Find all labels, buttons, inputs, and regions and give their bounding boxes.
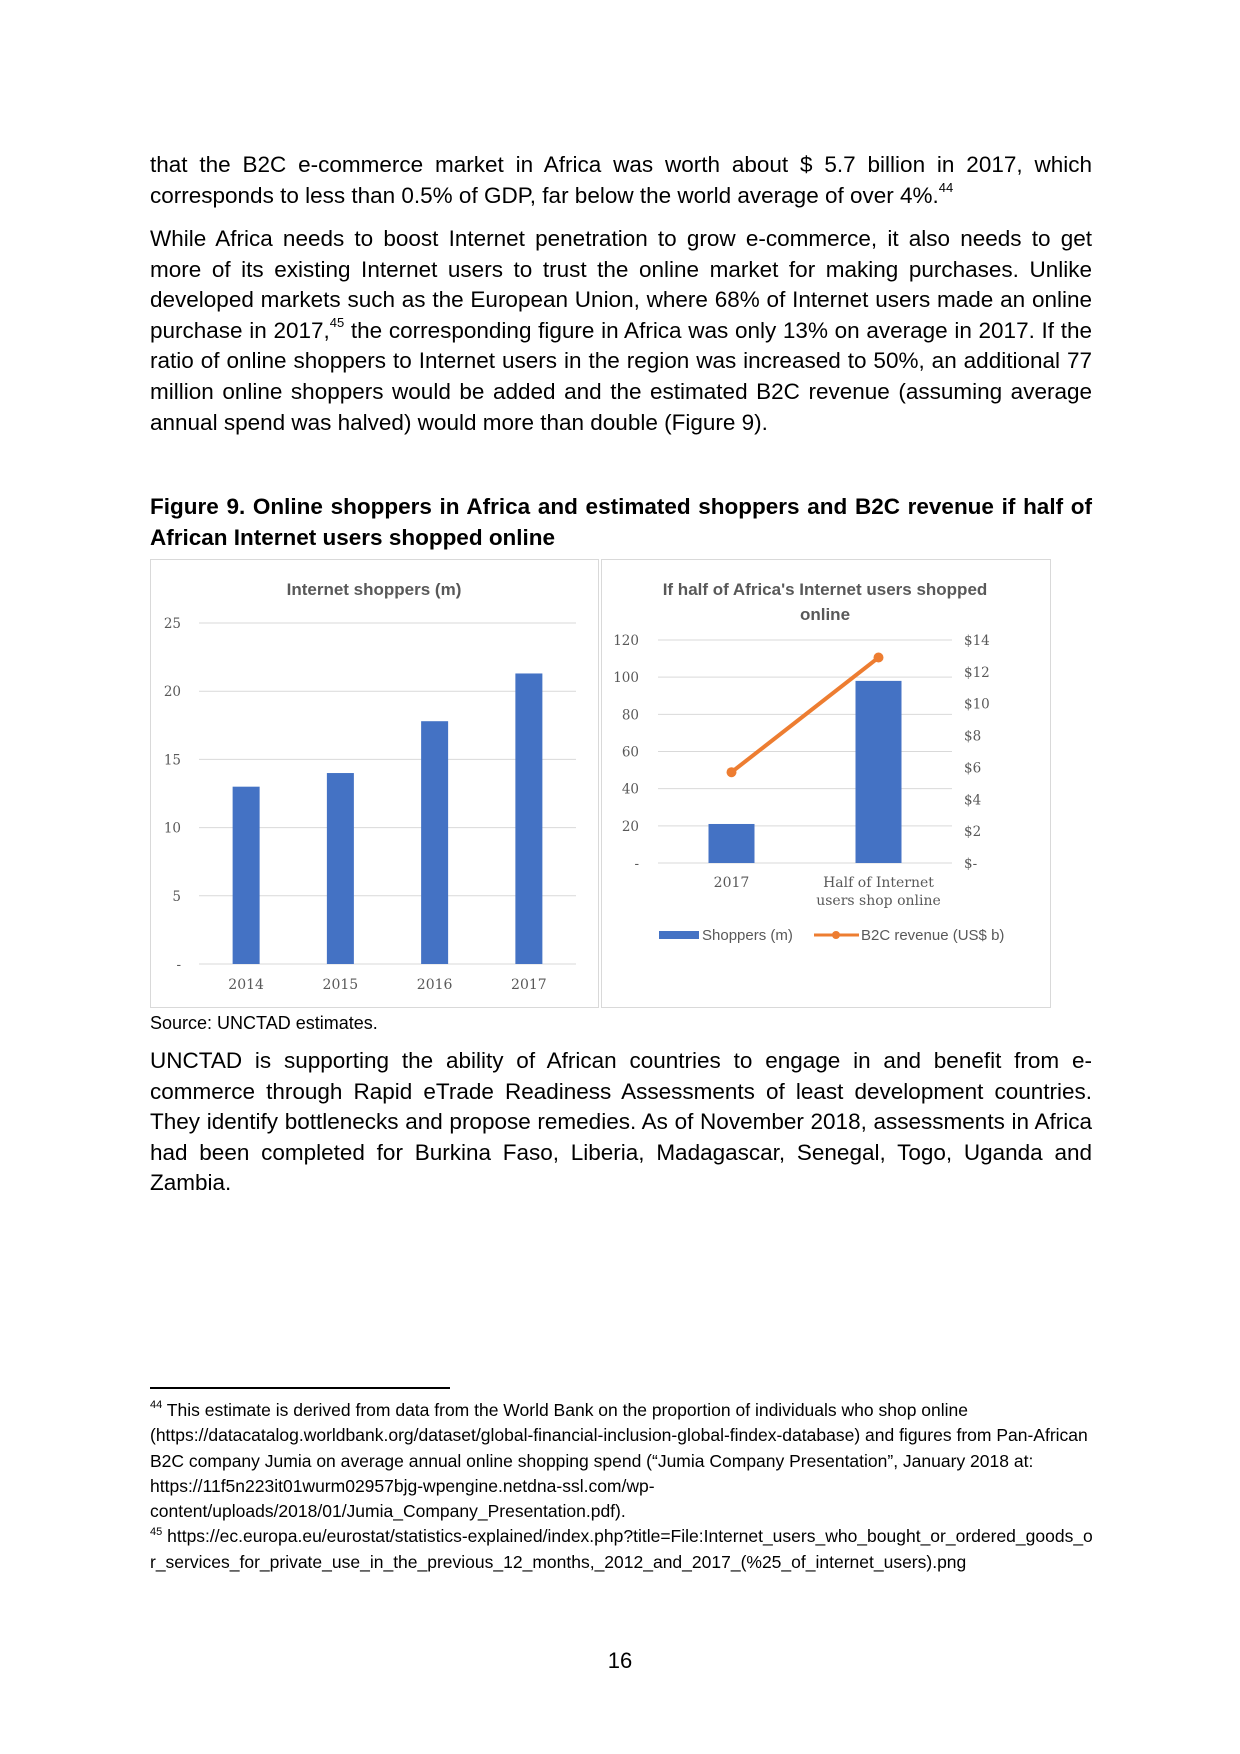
footnote-separator — [150, 1387, 450, 1389]
legend-label-shoppers: Shoppers (m) — [702, 927, 793, 944]
y-tick-label: 10 — [163, 820, 181, 837]
chart-title: Internet shoppers (m) — [286, 580, 462, 599]
footnote-ref-44[interactable]: 44 — [938, 180, 954, 196]
y-left-tick-label: 40 — [621, 781, 639, 798]
x-tick-label: 2014 — [228, 977, 264, 993]
y-tick-label: 25 — [163, 616, 181, 632]
y-right-tick-label: $10 — [964, 696, 990, 713]
y-right-tick-label: $- — [964, 856, 978, 872]
page-number: 16 — [607, 1648, 633, 1673]
bar-shoppers-0 — [709, 824, 755, 863]
chart-internet-shoppers — [150, 559, 599, 1008]
bar-2014 — [233, 787, 260, 964]
footnote-text: This estimate is derived from data from the World Bank on the proportion of individuals who shop online (https://datacatalog.worldbank.org/dataset/global-financial-inclusion-global-findex-database) and figures from Pan-African B2C company Jumia on average annual online shopping spend (“Jumia Company Presentation”, January 2018 at: https://11f5n223it01wurm02957bjg-wpengine.netdna-ssl.com/wp-content/uploads/2018/01/Jumia_Company_Presentation.pdf). — [150, 1400, 1088, 1522]
chart-half-users-shopping — [601, 559, 1051, 1008]
legend-label-b2c-revenue: B2C revenue (US$ b) — [861, 927, 1005, 944]
x-tick-label: 2015 — [322, 977, 359, 993]
paragraph-3: UNCTAD is supporting the ability of African countries to engage in and benefit from e-commerce through Rapid eTrade Readiness Assessments of least development countries. They identify bottlenecks and propose remedies. As of November 2018, assessments in Africa had been completed for Burkina Faso, Liberia, Madagascar, Senegal, Togo, Uganda and Zambia. — [150, 1048, 1092, 1196]
bar-2015 — [327, 773, 354, 964]
y-left-tick-label: 60 — [621, 744, 639, 761]
y-left-tick-label: 100 — [613, 670, 639, 687]
chart-title-line-1: If half of Africa's Internet users shopped — [662, 580, 988, 599]
y-right-tick-label: $4 — [964, 792, 982, 809]
x-tick-label-line-2: users shop online — [816, 893, 941, 909]
paragraph-1-text: that the B2C e-commerce market in Africa was worth about $ 5.7 billion in 2017, which corresponds to less than 0.5% of GDP, far below the world average of over 4%. — [150, 152, 1092, 208]
x-tick-label: 2016 — [416, 977, 453, 993]
y-right-tick-label: $2 — [964, 824, 982, 841]
x-tick-label-line-1: Half of Internet — [823, 875, 934, 891]
y-tick-label: 20 — [163, 684, 181, 701]
paragraph-2-text-a: While Africa needs to boost Internet penetration to grow e-commerce, it also needs to get more of its existing Internet users to trust the online market for making purchases. Unlike developed markets such as the European Union, where 68% of Internet users made an online purchase in 2017, — [150, 226, 1092, 343]
figure-title: Figure 9. Online shoppers in Africa and estimated shoppers and B2C revenue if half of African Internet users shopped online — [150, 494, 1092, 550]
footnote-number: 45 — [150, 1525, 163, 1538]
y-right-tick-label: $6 — [964, 760, 982, 777]
y-right-tick-label: $12 — [964, 664, 990, 681]
y-left-tick-label: 120 — [613, 633, 639, 649]
legend-swatch-shoppers — [659, 931, 699, 939]
footnote-text: https://ec.europa.eu/eurostat/statistics-explained/index.php?title=File:Internet_users_who_bought_or_ordered_goods_or_services_for_private_use_in_the_previous_12_months,_2012_and_2017_(%25_of_internet_users).png — [150, 1526, 1093, 1572]
paragraph-2-text-b: the corresponding figure in Africa was only 13% on average in 2017. If the ratio of online shoppers to Internet users in the region was increased to 50%, an additional 77 million online shoppers would be added and the estimated B2C revenue (assuming average annual spend was halved) would more than double (Figure 9). — [150, 317, 1092, 435]
x-tick-label: 2017 — [713, 875, 750, 891]
y-left-tick-label: 80 — [621, 707, 639, 724]
y-left-tick-label: - — [634, 856, 639, 872]
y-right-tick-label: $14 — [964, 633, 990, 649]
y-tick-label: 5 — [172, 888, 181, 905]
chart-internet-shoppers-svg — [151, 560, 598, 1007]
footnotes — [150, 1398, 1095, 1575]
paragraph-1 — [150, 150, 1092, 211]
bar-2017 — [515, 673, 542, 964]
footnote-ref-45[interactable]: 45 — [329, 315, 345, 331]
figure-source: Source: UNCTAD estimates. — [150, 1013, 378, 1033]
y-tick-label: 15 — [163, 752, 181, 769]
point-b2c-revenue-1 — [874, 653, 884, 663]
footnote-number: 44 — [150, 1399, 163, 1412]
chart-title-line-2: online — [799, 605, 851, 624]
footnote-45 — [150, 1524, 1095, 1575]
chart-half-users-shopping-svg — [602, 560, 1050, 1007]
y-tick-label: - — [176, 957, 181, 973]
point-b2c-revenue-0 — [727, 767, 737, 777]
y-right-tick-label: $8 — [964, 728, 982, 745]
x-tick-label: 2017 — [511, 977, 547, 993]
paragraph-2 — [150, 224, 1092, 438]
footnote-44 — [150, 1398, 1095, 1524]
y-left-tick-label: 20 — [621, 818, 639, 835]
bar-shoppers-1 — [856, 681, 902, 863]
legend-marker-b2c-revenue — [832, 931, 840, 939]
bar-2016 — [421, 721, 448, 964]
